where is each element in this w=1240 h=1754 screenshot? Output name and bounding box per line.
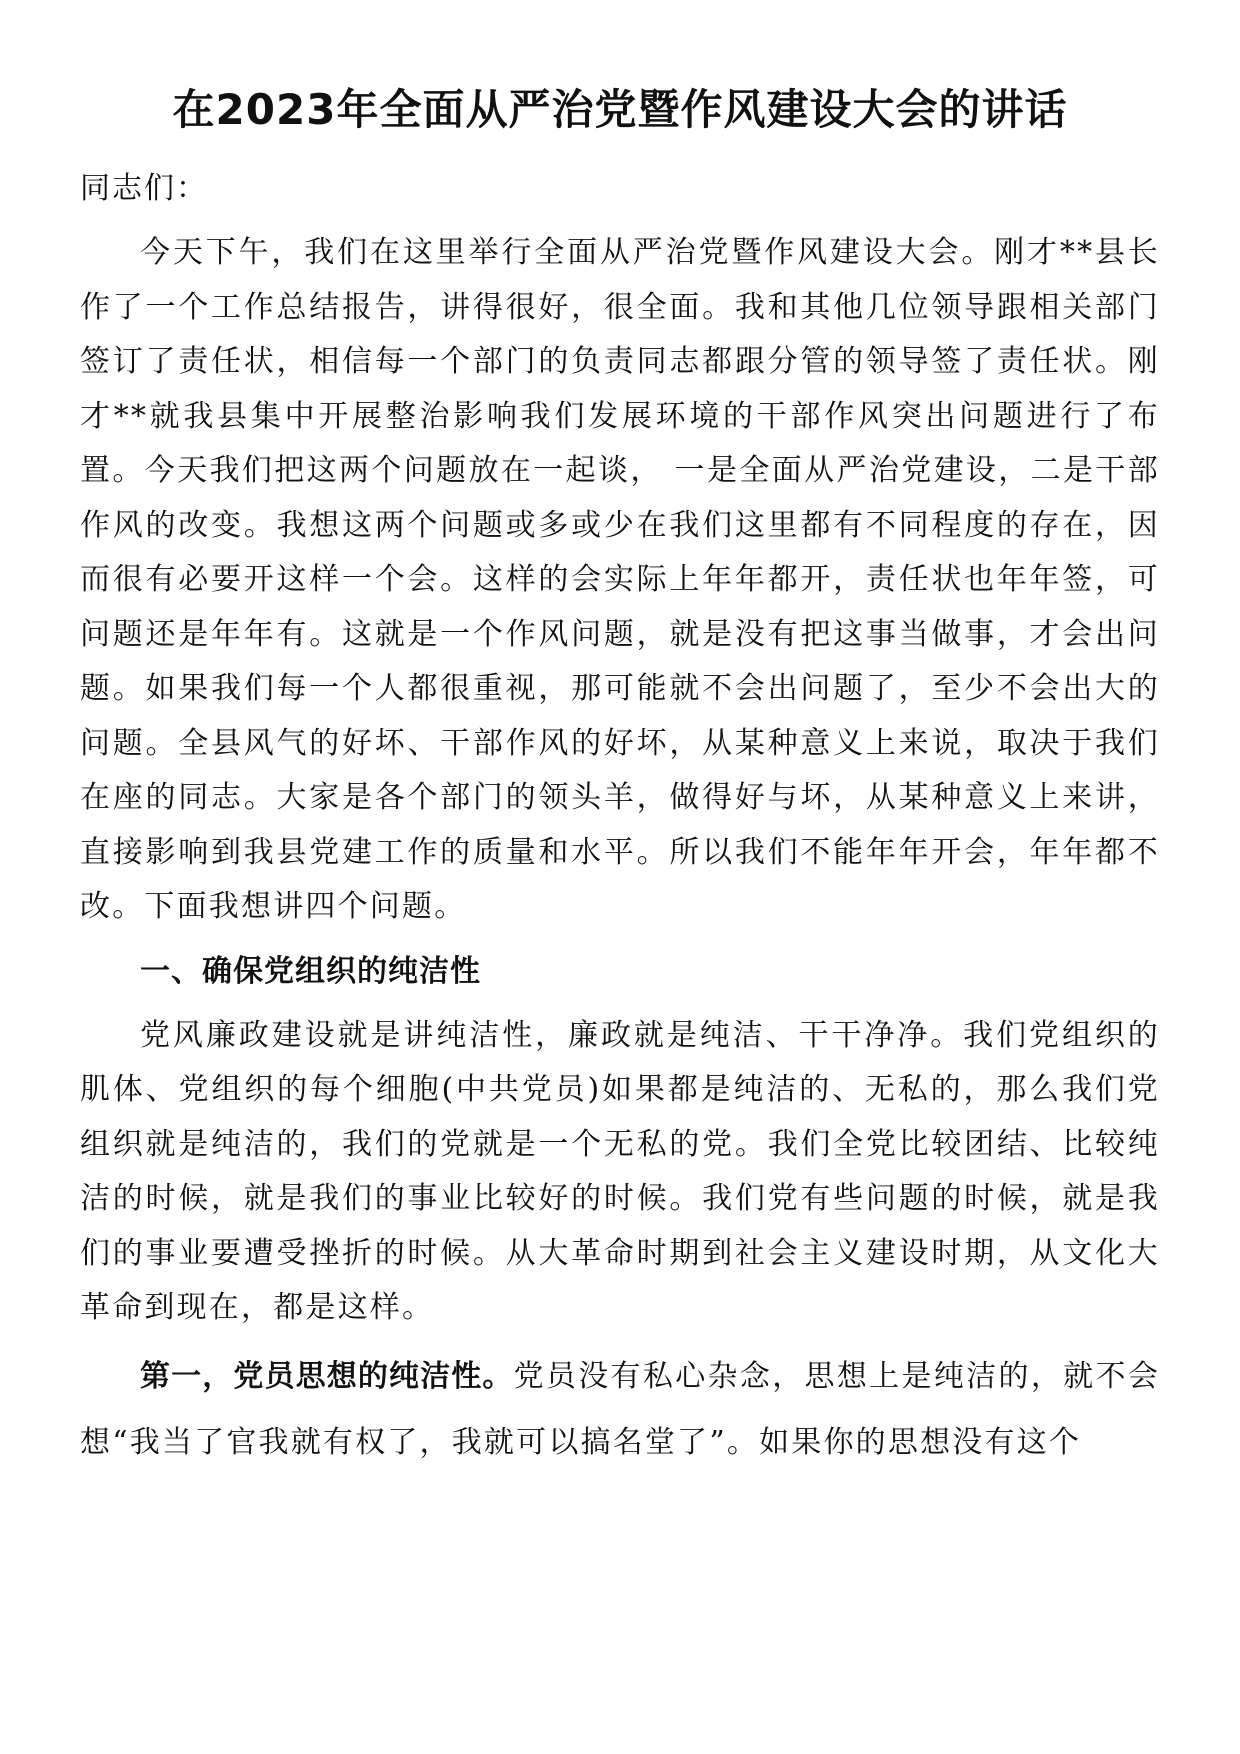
salutation: 同志们： bbox=[80, 171, 208, 206]
document-page bbox=[80, 78, 1160, 1476]
paragraph-purity: 党风廉政建设就是讲纯洁性，廉政就是纯洁、干干净净。我们党组织的肌体、党组织的每个细胞(中共党员)如果都是纯洁的、无私的，那么我们党组织就是纯洁的，我们的党就是一个无私的党。我们全党比较团结、比较纯洁的时候，就是我们的事业比较好的时候。我们党有些问题的时候，就是我们的事业要遭受挫折的时候。从大革命时期到社会主义建设时期，从文化大革命到现在，都是这样。 bbox=[80, 1017, 1160, 1325]
paragraph-opening: 今天下午，我们在这里举行全面从严治党暨作风建设大会。刚才**县长作了一个工作总结报告，讲得很好，很全面。我和其他几位领导跟相关部门签订了责任状，相信每一个部门的负责同志都跟分管的领导签了责任状。刚才**就我县集中开展整治影响我们发展环境的干部作风突出问题进行了布置。今天我们把这两个问题放在一起谈， 一是全面从严治党建设，二是干部作风的改变。我想这两个问题或多或少在我们这里都有不同程度的存在，因而很有必要开这样一个会。这样的会实际上年年都开，责任状也年年签，可问题还是年年有。这就是一个作风问题，就是没有把这事当做事，才会出问题。如果我们每一个人都很重视，那可能就不会出问题了，至少不会出大的问题。全县风气的好坏、干部作风的好坏，从某种意义上来说，取决于我们在座的同志。大家是各个部门的领头羊，做得好与坏，从某种意义上来讲，直接影响到我县党建工作的质量和水平。所以我们不能年年开会，年年都不改。下面我想讲四个问题。 bbox=[80, 235, 1160, 924]
section-heading-1: 一、确保党组织的纯洁性 bbox=[140, 953, 481, 989]
document-title: 在2023年全面从严治党暨作风建设大会的讲话 bbox=[172, 85, 1068, 134]
paragraph-lead-text: 第一，党员思想的纯洁性。 bbox=[140, 1358, 514, 1394]
paragraph-body-text: 党员没有私心杂念，思想上是纯洁的，就不会想“我当了官我就有权了，我就可以搞名堂了”。如果你的思想没有这个 bbox=[80, 1358, 1161, 1460]
paragraph-first-point bbox=[80, 1344, 1160, 1476]
